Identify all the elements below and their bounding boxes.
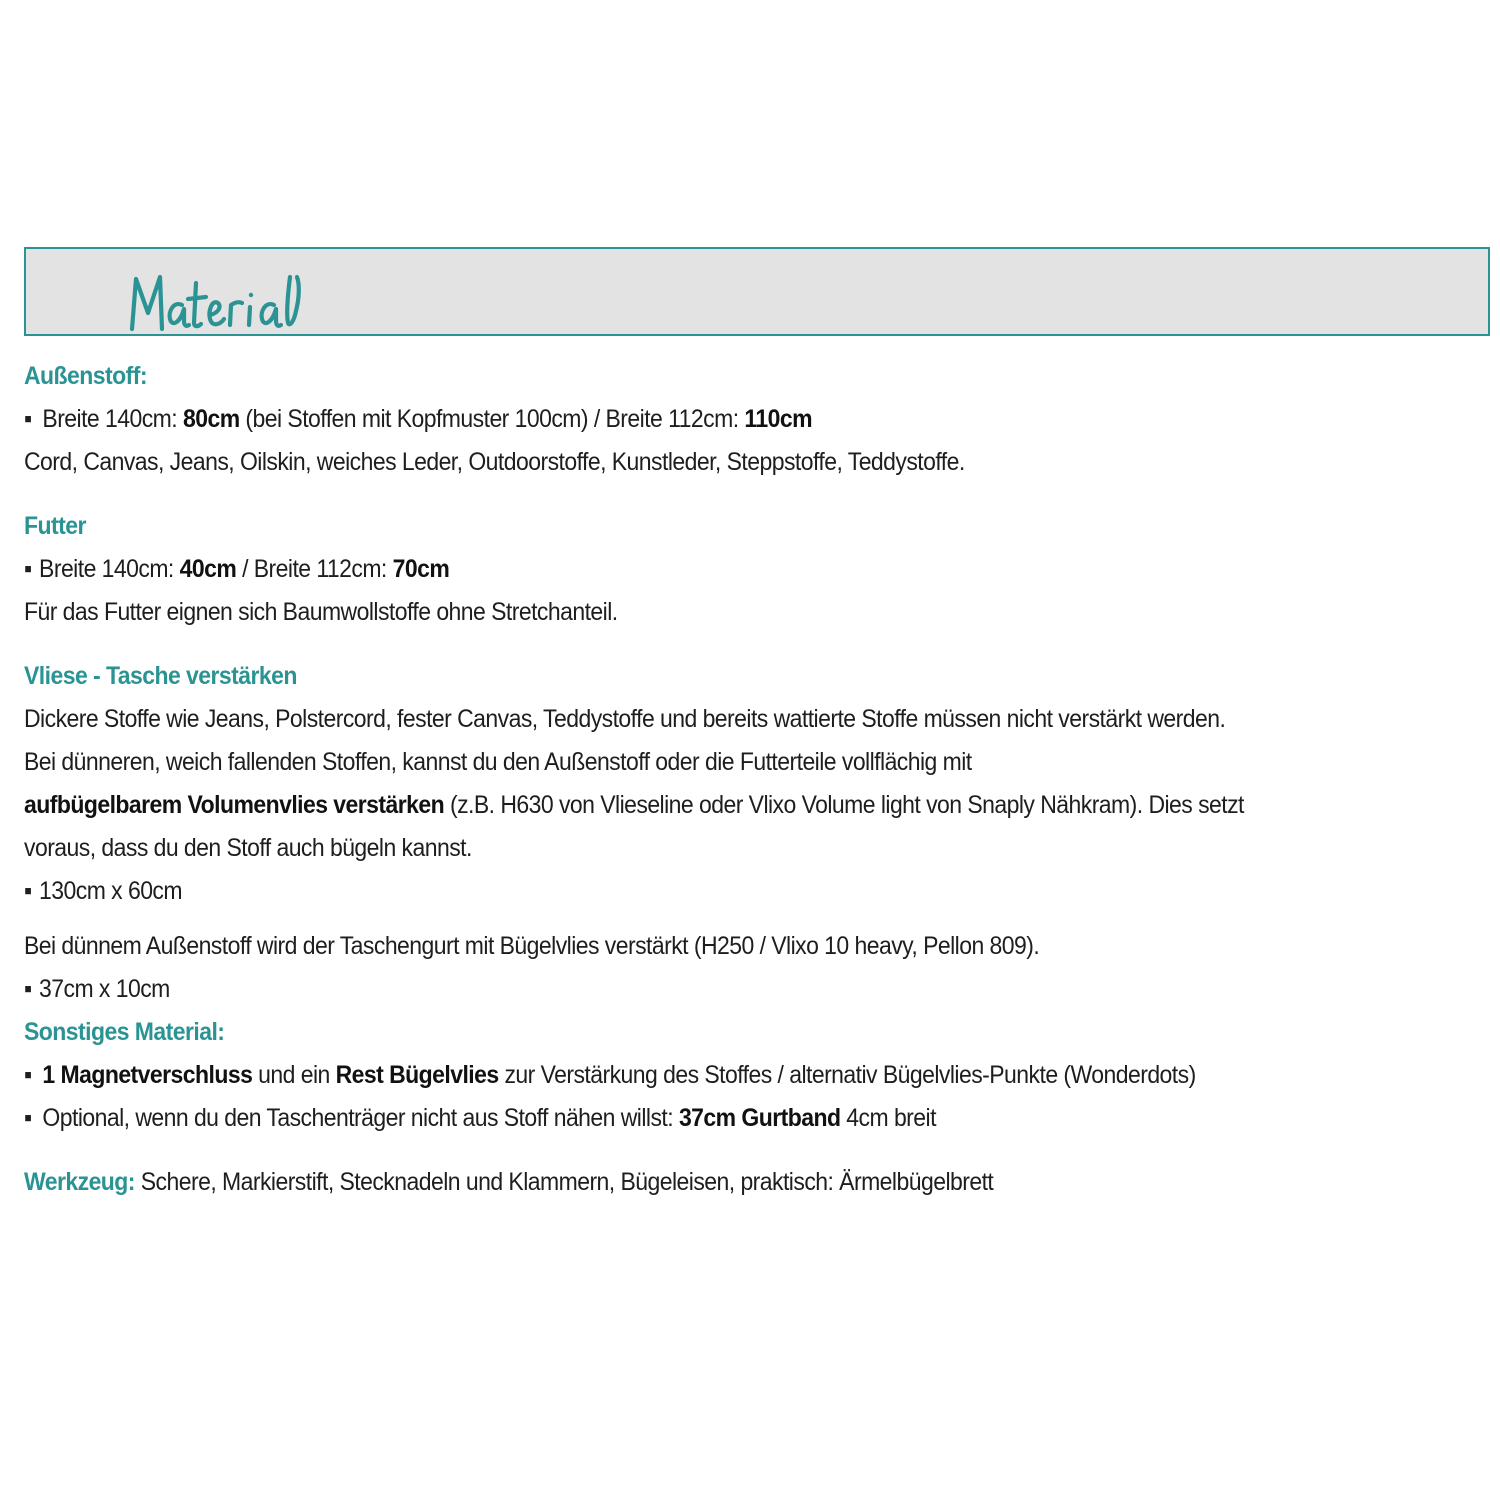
aussenstoff-width-text: Breite 140cm:: [42, 405, 183, 433]
vliese-size-2-text: 37cm x 10cm: [39, 975, 170, 1003]
vliese-size-2: [24, 968, 1349, 1011]
vliese-line-3: [24, 784, 1349, 827]
vliese-line-3-rest: (z.B. H630 von Vlieseline oder Vlixo Volume light von Snaply Nähkram). Dies setzt: [444, 791, 1244, 819]
futter-width-line: [24, 548, 1349, 591]
vliese-line-5: Bei dünnem Außenstoff wird der Taschengurt mit Bügelvlies verstärkt (H250 / Vlixo 10 heavy, Pellon 809).: [24, 932, 1040, 960]
aussenstoff-fabrics: Cord, Canvas, Jeans, Oilskin, weiches Leder, Outdoorstoffe, Kunstleder, Steppstoffe, Teddystoffe.: [24, 448, 965, 476]
sonstiges-rest-vlies: Rest Bügelvlies: [335, 1061, 499, 1089]
material-title-lettering: [128, 269, 328, 333]
sonstiges-magnet: 1 Magnetverschluss: [42, 1061, 253, 1089]
sonstiges-item-1: [24, 1054, 1349, 1097]
vliese-line-1: Dickere Stoffe wie Jeans, Polstercord, fester Canvas, Teddystoffe und bereits wattierte Stoffe müssen nicht verstärkt werden.: [24, 705, 1226, 733]
heading-vliese: Vliese - Tasche verstärken: [24, 662, 297, 690]
werkzeug-text: Schere, Markierstift, Stecknadeln und Klammern, Bügeleisen, praktisch: Ärmelbügelbrett: [134, 1168, 994, 1196]
bullet-icon: ▪: [24, 405, 32, 433]
heading-werkzeug: Werkzeug:: [24, 1168, 135, 1196]
aussenstoff-width-line: [24, 398, 1349, 441]
heading-aussenstoff: Außenstoff:: [24, 362, 147, 390]
sonstiges-item-1-rest: zur Verstärkung des Stoffes / alternativ Bügelvlies-Punkte (Wonderdots): [498, 1061, 1196, 1089]
vliese-emphasis: aufbügelbarem Volumenvlies verstärken: [24, 791, 445, 819]
sonstiges-gurtband: 37cm Gurtband: [678, 1104, 841, 1132]
werkzeug-line: [24, 1161, 1349, 1204]
futter-width-value-112: 70cm: [392, 555, 450, 583]
bullet-icon: ▪: [24, 1104, 32, 1132]
heading-sonstiges: Sonstiges Material:: [24, 1018, 225, 1046]
material-content: [24, 355, 1349, 1204]
futter-width-text: Breite 140cm:: [39, 555, 180, 583]
bullet-icon: ▪: [24, 1061, 32, 1089]
title-banner: [24, 247, 1490, 336]
futter-width-value-140: 40cm: [179, 555, 237, 583]
bullet-icon: ▪: [24, 877, 32, 905]
sonstiges-item-2-rest: 4cm breit: [840, 1104, 936, 1132]
aussenstoff-width-value-140: 80cm: [182, 405, 240, 433]
sonstiges-item-2-text: Optional, wenn du den Taschenträger nicht aus Stoff nähen willst:: [42, 1104, 679, 1132]
bullet-icon: ▪: [24, 555, 32, 583]
aussenstoff-width-value-112: 110cm: [744, 405, 812, 433]
vliese-line-4: voraus, dass du den Stoff auch bügeln kannst.: [24, 834, 472, 862]
heading-futter: Futter: [24, 512, 86, 540]
sonstiges-item-2: [24, 1097, 1349, 1140]
futter-width-text-mid: / Breite 112cm:: [236, 555, 393, 583]
aussenstoff-width-text-mid: (bei Stoffen mit Kopfmuster 100cm) / Breite 112cm:: [239, 405, 745, 433]
vliese-size-1-text: 130cm x 60cm: [39, 877, 182, 905]
vliese-size-1: [24, 870, 1349, 913]
vliese-line-2: Bei dünneren, weich fallenden Stoffen, kannst du den Außenstoff oder die Futterteile vollflächig mit: [24, 748, 972, 776]
bullet-icon: ▪: [24, 975, 32, 1003]
sonstiges-item-1-mid: und ein: [252, 1061, 336, 1089]
futter-note: Für das Futter eignen sich Baumwollstoffe ohne Stretchanteil.: [24, 598, 618, 626]
